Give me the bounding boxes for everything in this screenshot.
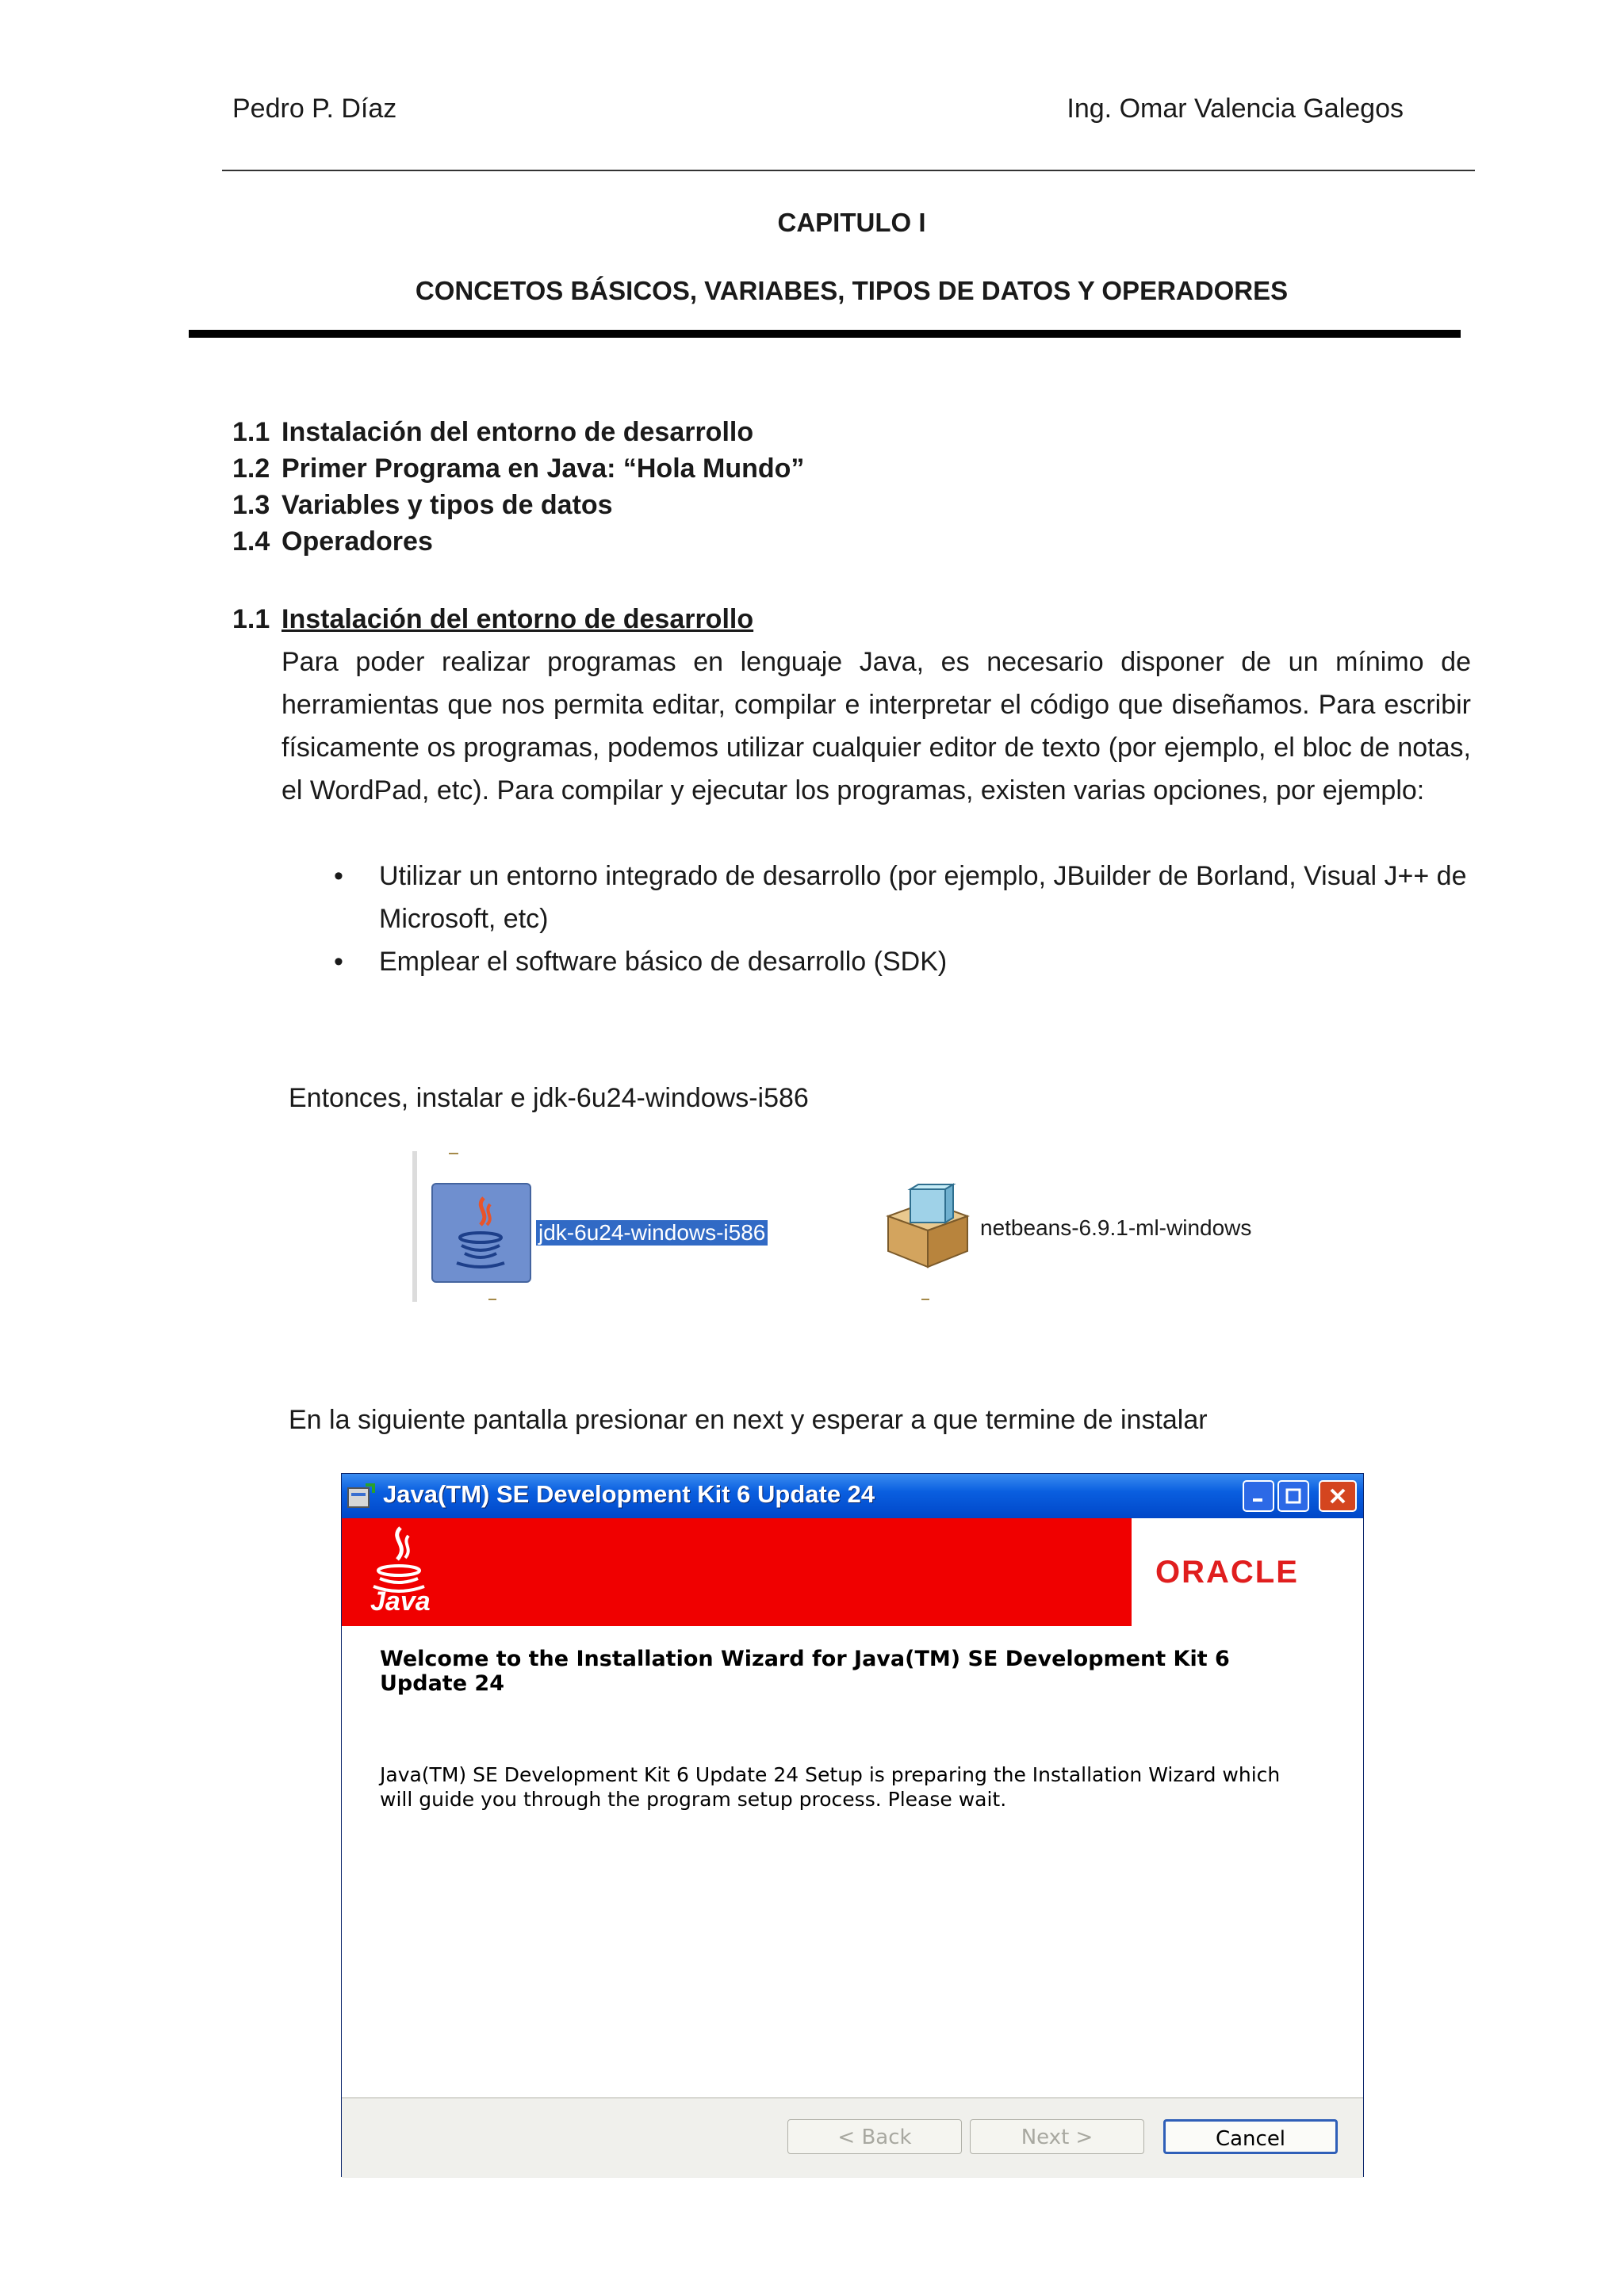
divider	[412, 1151, 417, 1302]
divider	[488, 1299, 496, 1300]
java-cup-icon	[431, 1183, 531, 1283]
section-number: 1.1	[232, 604, 270, 634]
toc-number: 1.3	[232, 490, 270, 520]
section-paragraph: Para poder realizar programas en lenguaje Java, es necesario disponer de un mínimo de herramientas que nos permita editar, compilar e interpretar el código que diseñamos. Para escribir físicamente os programas, podemos utilizar cualquier editor de texto (por ejemplo, el bloc de notas, el WordPad, etc). Para compilar y ejecutar los programas, existen varias opciones, por ejemplo:	[282, 647, 1471, 806]
chapter-rule	[189, 330, 1461, 338]
back-button[interactable]: < Back	[787, 2119, 962, 2154]
toc-item	[232, 487, 804, 523]
close-button[interactable]	[1319, 1480, 1357, 1512]
bullet-icon: •	[334, 861, 343, 891]
toc-number: 1.2	[232, 453, 270, 484]
oracle-banner	[1132, 1518, 1363, 1626]
section-list	[232, 414, 804, 560]
page-header-instructor: Ing. Omar Valencia Galegos	[1067, 94, 1404, 124]
toc-label: Instalación del entorno de desarrollo	[282, 417, 754, 447]
bullet-list	[282, 855, 1471, 983]
chapter-title: CAPITULO I	[777, 208, 926, 237]
installer-window	[341, 1473, 1364, 2177]
toc-number: 1.1	[232, 417, 270, 447]
welcome-heading: Welcome to the Installation Wizard for Java(TM) SE Development Kit 6 Update 24	[380, 1647, 1230, 1696]
jdk-file-label: jdk-6u24-windows-i586	[536, 1220, 768, 1246]
toc-item	[232, 414, 804, 450]
toc-label: Variables y tipos de datos	[282, 490, 613, 520]
window-title: Java(TM) SE Development Kit 6 Update 24	[383, 1480, 875, 1508]
toc-number: 1.4	[232, 526, 270, 557]
divider	[921, 1299, 929, 1300]
toc-label: Primer Programa en Java: “Hola Mundo”	[282, 453, 805, 484]
divider	[449, 1153, 458, 1154]
toc-label: Operadores	[282, 526, 433, 557]
file-icons-screenshot	[412, 1146, 1269, 1302]
section-title: Instalación del entorno de desarrollo	[282, 604, 754, 634]
list-item	[282, 940, 1471, 983]
java-logo-text: Java	[370, 1586, 431, 1617]
toc-item	[232, 450, 804, 487]
maximize-icon	[1285, 1487, 1302, 1505]
list-item-text: Emplear el software básico de desarrollo (SDK)	[379, 947, 948, 977]
header-rule	[222, 170, 1475, 171]
install-instruction: Entonces, instalar e jdk-6u24-windows-i586	[289, 1083, 809, 1113]
cancel-button[interactable]: Cancel	[1163, 2119, 1338, 2154]
list-item	[282, 855, 1471, 940]
java-banner	[342, 1518, 1132, 1626]
next-instruction: En la siguiente pantalla presionar en next y esperar a que termine de instalar	[289, 1405, 1208, 1435]
button-panel	[342, 2097, 1363, 2178]
installer-app-icon	[347, 1482, 375, 1510]
netbeans-installer-file[interactable]	[880, 1178, 1251, 1277]
maximize-button[interactable]	[1277, 1480, 1309, 1512]
window-titlebar	[342, 1474, 1363, 1518]
next-button[interactable]: Next >	[970, 2119, 1144, 2154]
chapter-subtitle: CONCETOS BÁSICOS, VARIABES, TIPOS DE DATOS Y OPERADORES	[415, 276, 1289, 305]
close-icon	[1328, 1487, 1347, 1506]
page-header-author: Pedro P. Díaz	[232, 94, 397, 124]
list-item-text: Utilizar un entorno integrado de desarrollo (por ejemplo, JBuilder de Borland, Visual J++ de Microsoft, etc)	[379, 861, 1467, 934]
jdk-installer-file[interactable]	[431, 1183, 768, 1283]
minimize-icon	[1251, 1488, 1266, 1504]
setup-message: Java(TM) SE Development Kit 6 Update 24 Setup is preparing the Installation Wizard which will guide you through the program setup process. Please wait.	[380, 1763, 1281, 1811]
package-box-icon	[880, 1178, 975, 1277]
toc-item	[232, 523, 804, 560]
bullet-icon: •	[334, 947, 343, 977]
oracle-logo: ORACLE	[1155, 1555, 1299, 1590]
section-heading	[232, 604, 753, 635]
netbeans-file-label: netbeans-6.9.1-ml-windows	[980, 1215, 1252, 1240]
minimize-button[interactable]	[1243, 1480, 1274, 1512]
